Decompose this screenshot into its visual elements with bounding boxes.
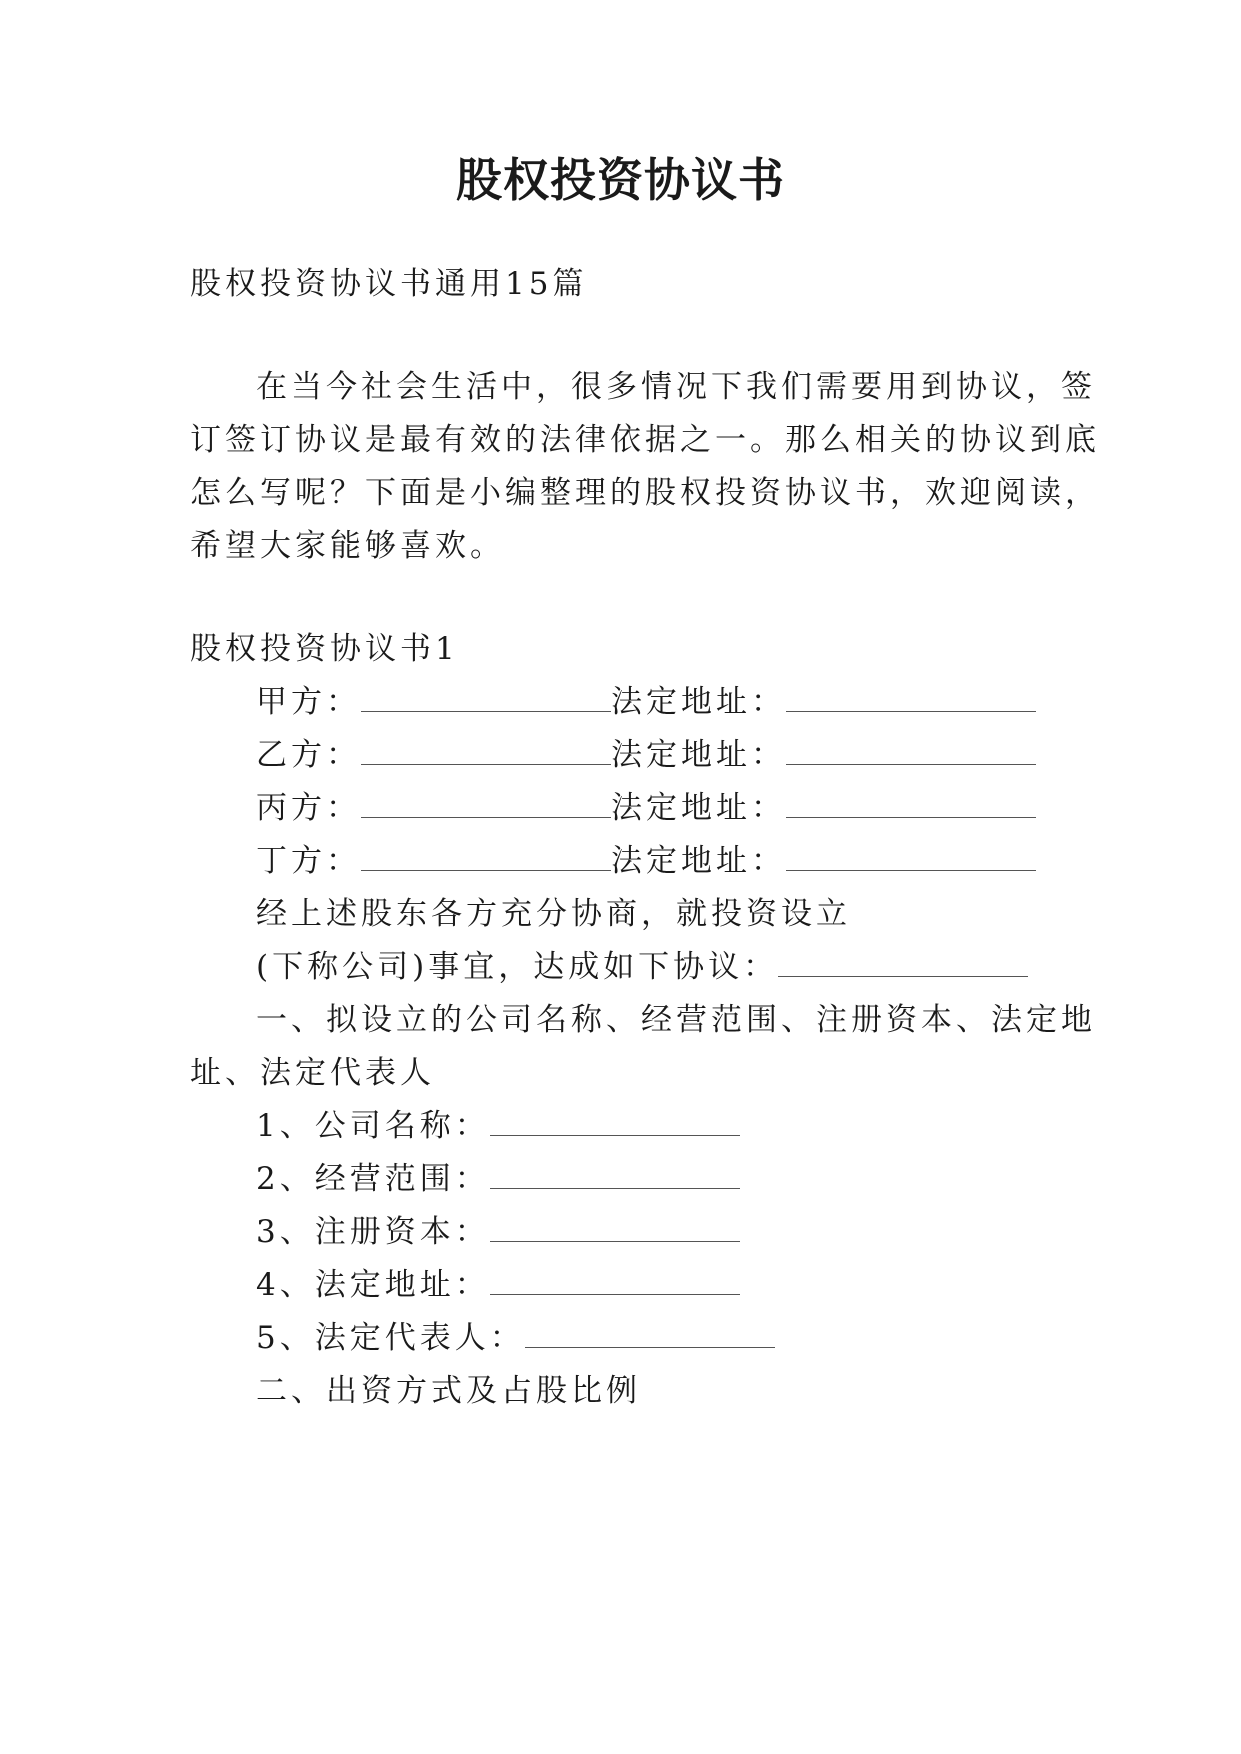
item-blank <box>490 1107 740 1136</box>
agreement-line-1: 经上述股东各方充分协商，就投资设立 <box>256 896 851 932</box>
party-name-blank <box>361 842 611 871</box>
address-blank <box>786 842 1036 871</box>
party-row-ding <box>256 839 1036 883</box>
item-blank <box>490 1266 740 1295</box>
address-blank <box>786 683 1036 712</box>
item-label: 2、经营范围： <box>256 1161 490 1197</box>
item-row-2 <box>256 1157 740 1201</box>
address-label: 法定地址： <box>611 684 786 720</box>
party-name-blank <box>361 736 611 765</box>
clause-one-line-1: 一、拟设立的公司名称、经营范围、注册资本、法定地 <box>256 1002 1096 1038</box>
item-blank <box>490 1213 740 1242</box>
intro-line-1: 在当今社会生活中，很多情况下我们需要用到协议，签 <box>256 369 1096 405</box>
item-row-4 <box>256 1263 740 1307</box>
party-label: 丁方： <box>256 843 361 879</box>
company-name-blank <box>778 948 1028 977</box>
agreement-line-2-row <box>256 945 1028 989</box>
clause-one-line-2: 址、法定代表人 <box>190 1055 435 1091</box>
address-label: 法定地址： <box>611 737 786 773</box>
address-blank <box>786 736 1036 765</box>
intro-line-2: 订签订协议是最有效的法律依据之一。那么相关的协议到底 <box>190 422 1100 458</box>
party-row-yi <box>256 733 1036 777</box>
intro-line-4: 希望大家能够喜欢。 <box>190 528 505 564</box>
item-blank <box>525 1319 775 1348</box>
item-row-3 <box>256 1210 740 1254</box>
item-row-1 <box>256 1104 740 1148</box>
party-name-blank <box>361 683 611 712</box>
address-label: 法定地址： <box>611 790 786 826</box>
party-row-jia <box>256 680 1036 724</box>
intro-line-3: 怎么写呢？下面是小编整理的股权投资协议书，欢迎阅读， <box>190 475 1100 511</box>
document-title: 股权投资协议书 <box>456 153 785 207</box>
item-label: 4、法定地址： <box>256 1267 490 1303</box>
document-subtitle: 股权投资协议书通用15篇 <box>190 266 588 302</box>
item-label: 5、法定代表人： <box>256 1320 525 1356</box>
address-label: 法定地址： <box>611 843 786 879</box>
item-blank <box>490 1160 740 1189</box>
party-label: 甲方： <box>256 684 361 720</box>
item-row-5 <box>256 1316 775 1360</box>
item-label: 1、公司名称： <box>256 1108 490 1144</box>
address-blank <box>786 789 1036 818</box>
party-label: 乙方： <box>256 737 361 773</box>
party-row-bing <box>256 786 1036 830</box>
clause-two: 二、出资方式及占股比例 <box>256 1373 641 1409</box>
agreement-line-2: (下称公司)事宜，达成如下协议： <box>256 949 779 985</box>
party-label: 丙方： <box>256 790 361 826</box>
party-name-blank <box>361 789 611 818</box>
section-heading: 股权投资协议书1 <box>190 631 459 667</box>
item-label: 3、注册资本： <box>256 1214 490 1250</box>
